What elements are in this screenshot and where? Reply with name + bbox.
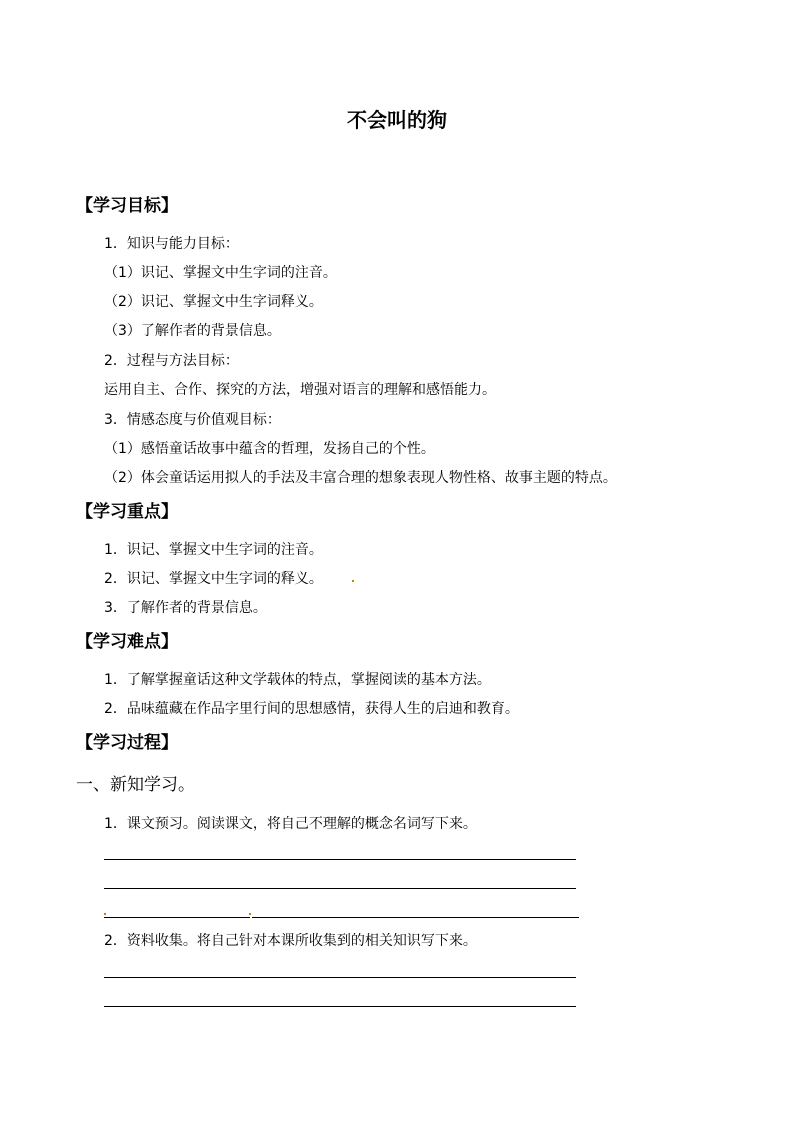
answer-line[interactable] (104, 888, 576, 889)
key-points-line: 1．识记、掌握文中生字词的注音。 (104, 542, 323, 558)
answer-line[interactable] (252, 917, 579, 918)
goals-line: （1）识记、掌握文中生字词的注音。 (104, 265, 337, 281)
difficulties-line: 2．品味蕴藏在作品字里行间的思想感情，获得人生的启迪和教育。 (104, 701, 519, 717)
goals-line: 2．过程与方法目标： (104, 353, 239, 369)
answer-line[interactable] (104, 859, 576, 860)
task-collect: 2．资料收集。将自己针对本课所收集到的相关知识写下来。 (104, 933, 477, 949)
process-heading: 【学习过程】 (76, 733, 178, 753)
section-new-knowledge: 一、新知学习。 (76, 775, 195, 795)
document-title: 不会叫的狗 (347, 108, 447, 132)
difficulties-heading: 【学习难点】 (76, 632, 178, 652)
goals-line: （2）识记、掌握文中生字词释义。 (104, 294, 323, 310)
goals-line: 3．情感态度与价值观目标： (104, 412, 281, 428)
task-preview: 1．课文预习。阅读课文，将自己不理解的概念名词写下来。 (104, 816, 477, 832)
answer-line[interactable] (104, 1006, 576, 1007)
goals-line: 1．知识与能力目标： (104, 236, 239, 252)
difficulties-line: 1．了解掌握童话这种文学载体的特点，掌握阅读的基本方法。 (104, 672, 491, 688)
goals-line: （1）感悟童话故事中蕴含的哲理，发扬自己的个性。 (104, 441, 435, 457)
goals-line: （3）了解作者的背景信息。 (104, 323, 281, 339)
answer-line[interactable] (104, 917, 250, 918)
key-points-line: 2．识记、掌握文中生字词的释义。 (104, 571, 323, 587)
key-points-line: 3．了解作者的背景信息。 (104, 600, 267, 616)
goals-line: （2）体会童话运用拟人的手法及丰富合理的想象表现人物性格、故事主题的特点。 (104, 470, 617, 486)
goals-line: 运用自主、合作、探究的方法，增强对语言的理解和感悟能力。 (104, 382, 496, 398)
goals-heading: 【学习目标】 (76, 196, 178, 216)
key-points-heading: 【学习重点】 (76, 502, 178, 522)
stray-mark (104, 913, 106, 915)
answer-line[interactable] (104, 977, 576, 978)
stray-mark (249, 913, 251, 915)
stray-mark (352, 580, 354, 582)
